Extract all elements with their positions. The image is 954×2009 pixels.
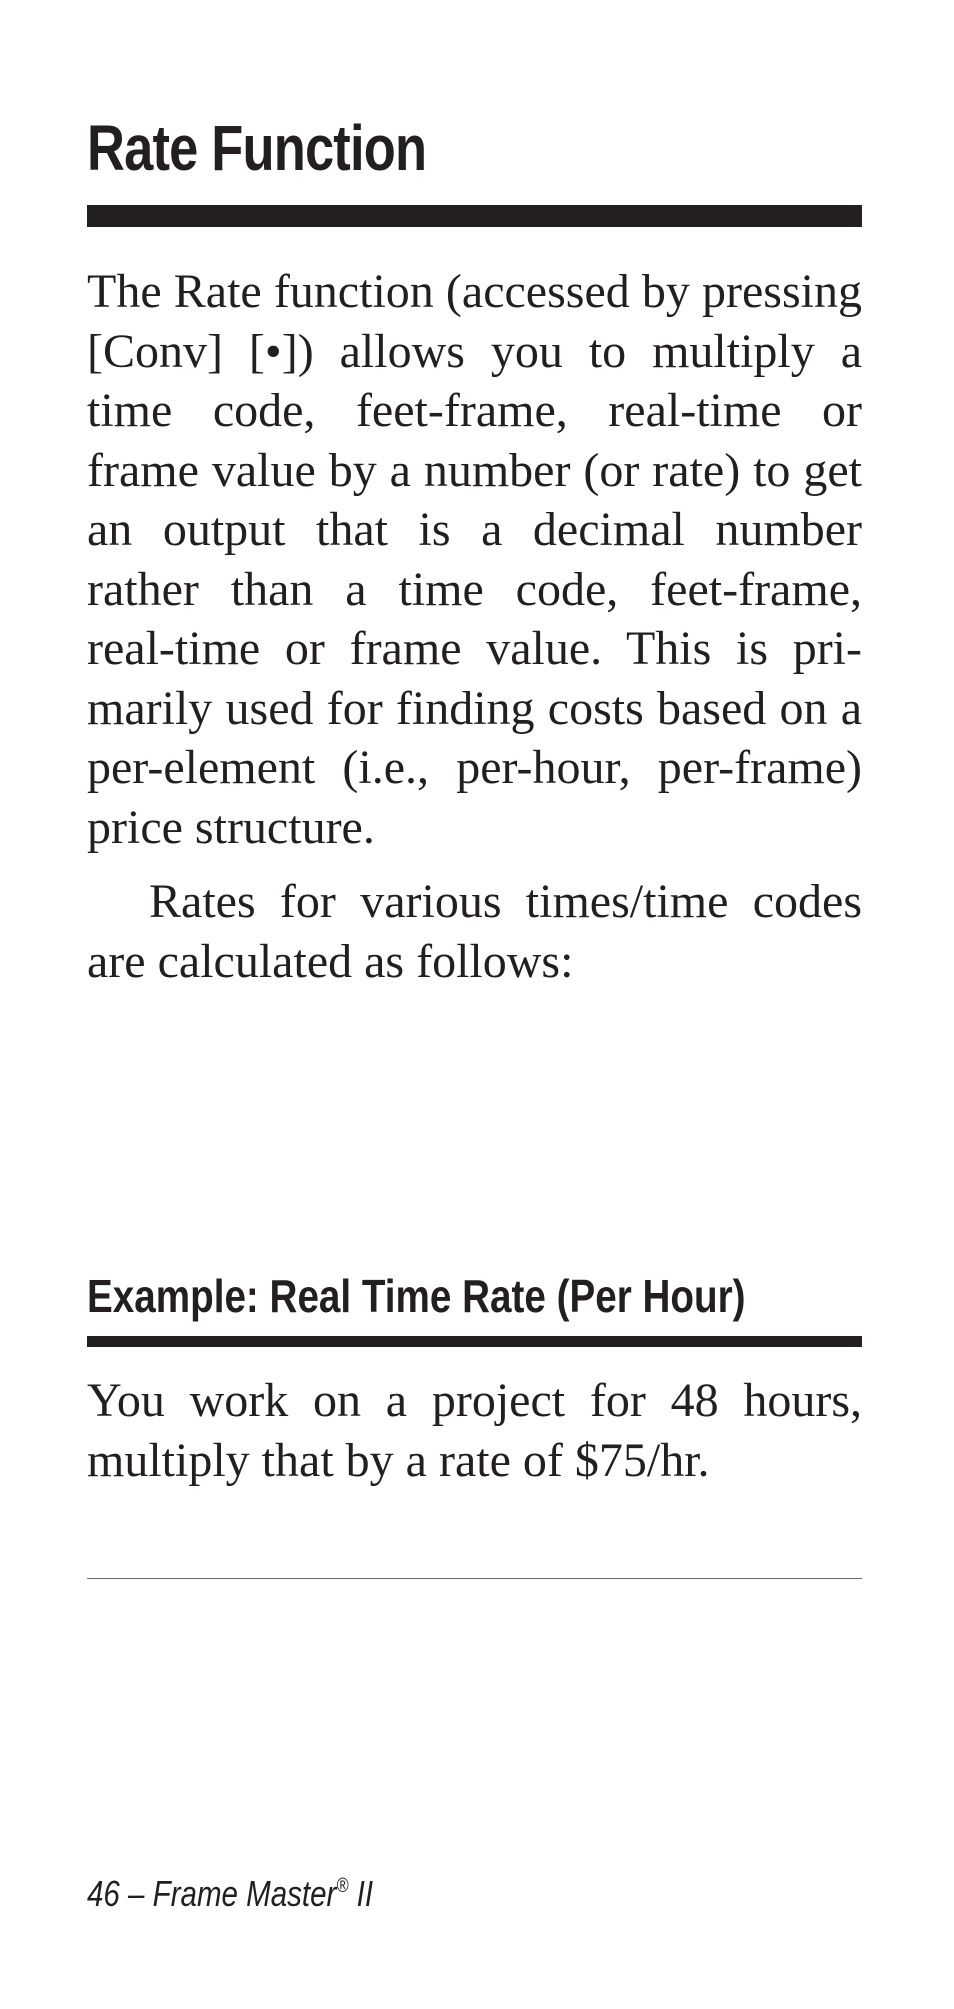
rates-paragraph: Rates for various times/time codes are calculated as follows: [87, 875, 862, 988]
footer-separator: – [119, 1873, 153, 1914]
example-paragraph: You work on a project for 48 hours, multiply that by a rate of $75/hr. [87, 1374, 862, 1487]
product-name: Frame Master [152, 1873, 337, 1914]
example-heading-rule [87, 1336, 862, 1347]
page-footer [87, 1872, 373, 1916]
product-suffix: II [348, 1873, 374, 1914]
registered-mark: ® [336, 1875, 349, 1897]
intro-paragraph: The Rate function (accessed by pressing [Conv] [•]) allows you to multiply a time code, feet-frame, real-time or frame value by a number (or rate) to get an output that is a decimal number rather than a time code, feet-frame, real-time or frame value. This is primarily used for finding costs based on a per-element (i.e., per-hour, per-frame) price structure. [87, 265, 862, 854]
divider [87, 1578, 862, 1579]
page-number: 46 [87, 1873, 120, 1914]
example-heading: Example: Real Time Rate (Per Hour) [87, 1270, 746, 1322]
title-rule [87, 205, 862, 227]
page-title: Rate Function [87, 112, 427, 184]
